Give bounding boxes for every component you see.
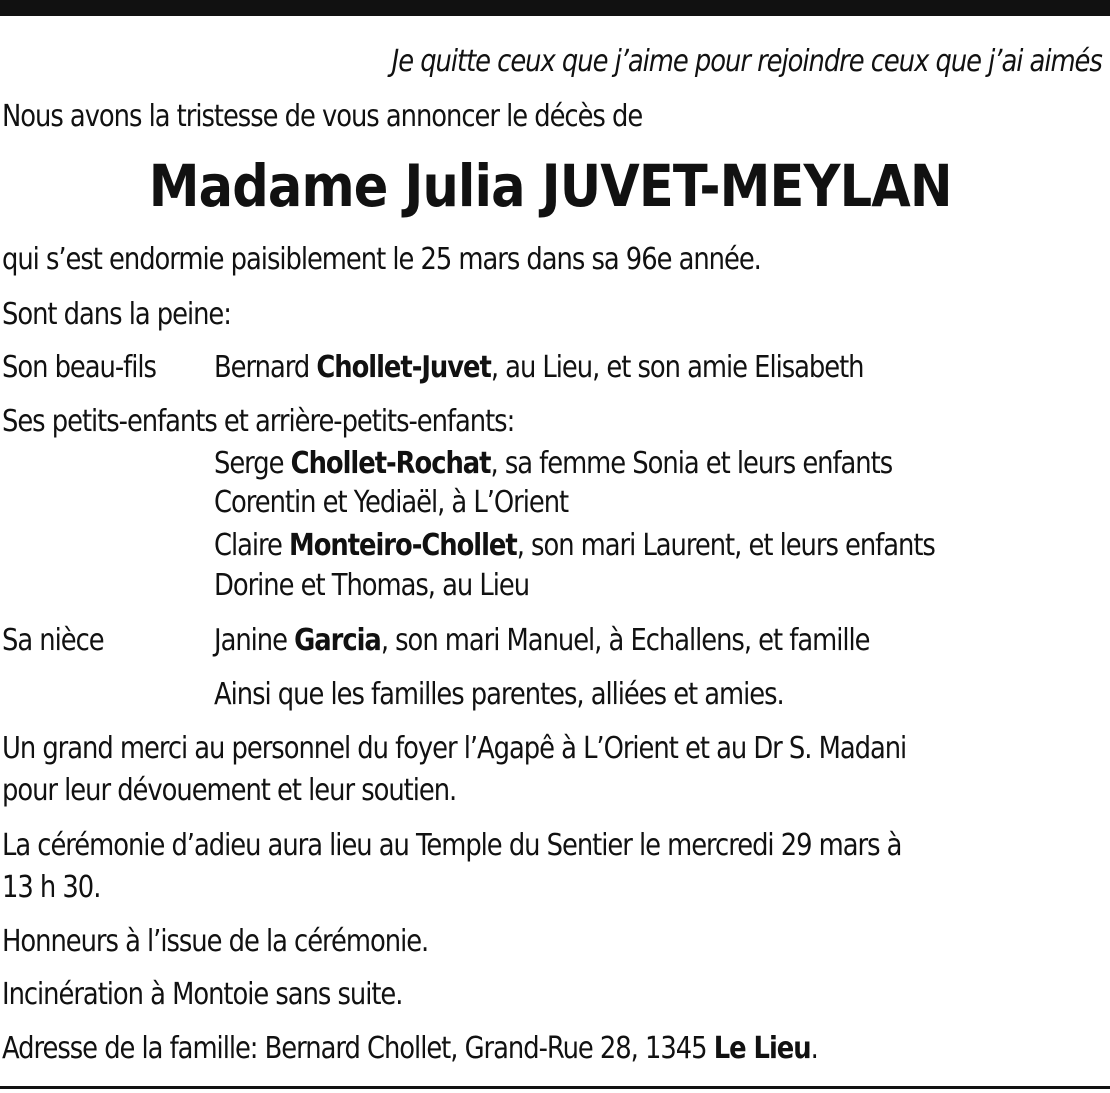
address-end: .	[810, 1031, 818, 1066]
grandchild-1-first: Serge	[214, 446, 291, 481]
epigraph: Je quitte ceux que j’aime pour rejoindre ceux que j’ai aimés	[391, 44, 1102, 79]
son-in-law-label: Son beau-fils	[2, 350, 156, 385]
ceremony-line-1: La cérémonie d’adieu aura lieu au Temple du Sentier le mercredi 29 mars à	[2, 828, 902, 863]
address-locality: Le Lieu	[713, 1031, 811, 1066]
intro-text: Nous avons la tristesse de vous annoncer le décès de	[2, 99, 643, 134]
niece-text	[214, 621, 869, 661]
grandchild-2-surname: Monteiro-Chollet	[289, 528, 517, 563]
passing-text: qui s’est endormie paisiblement le 25 mars dans sa 96e année.	[2, 242, 761, 277]
deceased-name	[0, 150, 1100, 222]
thanks-line-1: Un grand merci au personnel du foyer l’Agapê à L’Orient et au Dr S. Madani	[2, 731, 907, 766]
son-in-law-first: Bernard	[214, 350, 317, 385]
address-text: Adresse de la famille: Bernard Chollet, Grand-Rue 28, 1345	[2, 1031, 714, 1066]
deceased-name-text: Madame Julia JUVET-MEYLAN	[148, 152, 952, 220]
grandchildren-heading: Ses petits-enfants et arrière-petits-enfants:	[2, 404, 515, 439]
grandchild-1-line-1	[214, 444, 892, 484]
grandchild-2-rest: , son mari Laurent, et leurs enfants	[516, 528, 935, 563]
niece-row	[0, 621, 1110, 661]
grandchild-2-line-1	[214, 526, 935, 566]
niece-label: Sa nièce	[2, 623, 104, 658]
grandchild-2-first: Claire	[214, 528, 290, 563]
thanks-line-2: pour leur dévouement et leur soutien.	[2, 773, 457, 808]
niece-first: Janine	[214, 623, 295, 658]
niece-rest: , son mari Manuel, à Echallens, et famille	[380, 623, 870, 658]
ceremony-line-2: 13 h 30.	[2, 870, 101, 905]
niece-surname: Garcia	[294, 623, 381, 658]
top-rule	[0, 0, 1110, 16]
son-in-law-surname: Chollet-Juvet	[316, 350, 491, 385]
families-text: Ainsi que les familles parentes, alliées et amies.	[214, 677, 784, 712]
son-in-law-row	[0, 348, 1110, 388]
cremation-text: Incinération à Montoie sans suite.	[2, 977, 403, 1012]
grandchild-1-line-2: Corentin et Yediaël, à L’Orient	[214, 485, 569, 520]
grandchild-2-line-2: Dorine et Thomas, au Lieu	[214, 568, 530, 603]
honours-text: Honneurs à l’issue de la cérémonie.	[2, 924, 429, 959]
son-in-law-text	[214, 348, 864, 388]
son-in-law-rest: , au Lieu, et son amie Elisabeth	[490, 350, 864, 385]
mourners-heading: Sont dans la peine:	[2, 297, 231, 332]
family-address	[2, 1029, 818, 1069]
grandchild-1-rest: , sa femme Sonia et leurs enfants	[490, 446, 893, 481]
bottom-rule	[0, 1086, 1110, 1089]
grandchild-1-surname: Chollet-Rochat	[290, 446, 491, 481]
